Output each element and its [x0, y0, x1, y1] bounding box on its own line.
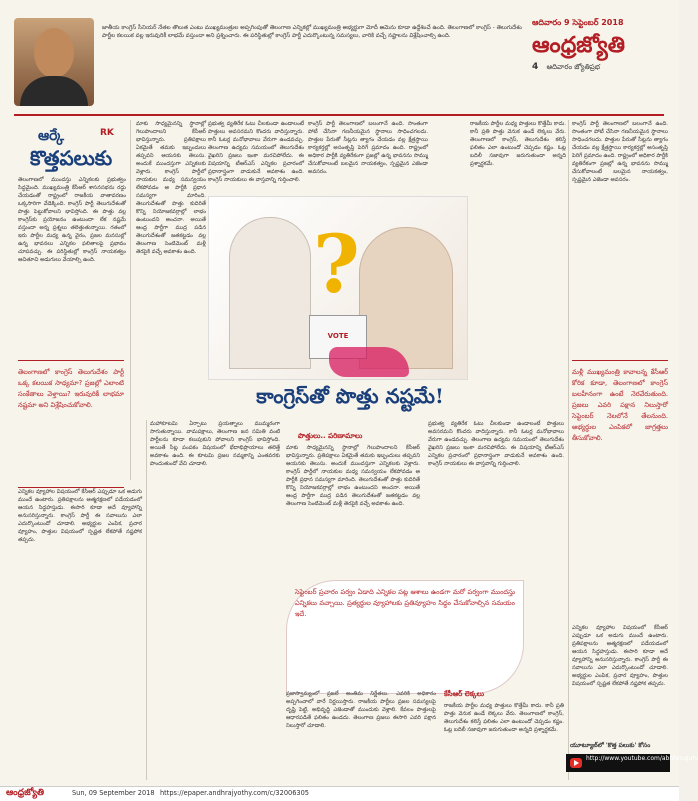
lower-col-4: ప్రభుత్వ వ్యతిరేక ఓటు చీలకుండా ఉండాలంటే పొత్తులు అవసరమని కొందరు వాదిస్తున్నారు. కానీ ఓటర్ల మనోభావాలు వేరుగా ఉండవచ్చు. తెలంగాణ ఉద్యమ సమయంలో తెలుగుదేశం వైఖరిని ప్రజలు ఇంకా మరచిపోలేదు. ఈ విషయాన్ని టీఆర్ఎస్ ఎన్నికల ప్రచారంలో ప్రధానాస్త్రంగా వాడుకునే అవకాశం ఉంది. కాంగ్రెస్ నాయకులు ఈ వాస్తవాన్ని గుర్తించాలి.: [428, 421, 564, 467]
ballot-box-icon: VOTE: [309, 315, 367, 359]
header-rule: [14, 114, 664, 116]
column-byline: RK: [100, 128, 114, 138]
column-kicker: ఆర్కే: [38, 128, 65, 144]
article-col-5: రాజకీయ పార్టీల మధ్య పొత్తులు కొత్తేమీ కాదు. కానీ ప్రతి పొత్తు వెనుక ఉండే లెక్కలు వేరు. తెలంగాణలో కాంగ్రెస్, తెలుగుదేశం కలిస్తే ఫలితం ఎలా ఉంటుందో చెప్పడం కష్టం. ఓట్ల బదిలీ సజావుగా జరుగుతుందా అన్నది ప్రశ్నార్థకమే.: [470, 121, 566, 167]
page-label: ఆదివారం జ్యోతిప్రభ: [546, 63, 601, 71]
question-mark-icon: ?: [313, 217, 360, 311]
inline-subhead: కేసీఆర్ లెక్కలు: [444, 690, 485, 698]
column-title: కొత్తపలుకు: [30, 146, 113, 170]
edition-date: ఆదివారం 9 సెప్టెంబర్ 2018: [532, 18, 624, 27]
section-subhead: పొత్తులు.. పరిణామాలు: [298, 432, 363, 440]
pull-quote-right: మళ్లీ ముఖ్యమంత్రి కావాలన్న కేసీఆర్ కోరిక కూడా, తెలంగాణలో కాంగ్రెస్ బలహీనంగా ఉంటే నెరవేరుతుంది. ప్రజలు ఎవరి పక్షాన నిలుస్తారో సెప్టెంబర్ నెలలోనే తేలనుంది. అభ్యర్థుల ఎంపికలో జాగ్రత్తలు తీసుకోవాలి.: [572, 360, 668, 627]
lower-col-6: రాజకీయ పార్టీల మధ్య పొత్తులు కొత్తేమీ కాదు. కానీ ప్రతి పొత్తు వెనుక ఉండే లెక్కలు వేరు. తెలంగాణలో కాంగ్రెస్, తెలుగుదేశం కలిస్తే ఫలితం ఎలా ఉంటుందో చెప్పడం కష్టం. ఓట్ల బదిలీ సజావుగా జరుగుతుందా అన్నది ప్రశ్నార్థకమే.: [444, 703, 564, 733]
pull-quote-center: సెప్టెంబర్ ప్రచారం పర్వం ఏడాది ఎన్నికల పట్ల ఆశాలు ఉండగా మరో పర్వంగా ముందస్తు ఎన్నికలు వచ్చాయి. ప్రత్యర్థుల వ్యూహాలకు ప్రతివ్యూహం సిద్ధం చేసుకోవాల్సిన సమయం ఇదే.: [286, 580, 524, 694]
author-portrait: [14, 18, 94, 106]
footer-url[interactable]: https://epaper.andhrajyothy.com/c/32006305: [160, 789, 309, 797]
youtube-url[interactable]: http://www.youtube.com/abntelugutv: [586, 755, 698, 762]
page-info: [532, 62, 600, 73]
lower-col-2: మహాకూటమి ఏర్పాటు ప్రయత్నాలు ముమ్మరంగా సాగుతున్నాయి. వామపక్షాలు, తెలంగాణ జన సమితి వంటి పార్టీలను కూడా కలుపుకుని పోవాలని కాంగ్రెస్ భావిస్తోంది. అయితే సీట్ల పంపకం విషయంలో భేదాభిప్రాయాలు తలెత్తే అవకాశం ఉంది. ఈ కూటమి ప్రజల నమ్మకాన్ని ఎంతవరకు పొందుతుందో వేచి చూడాలి.: [150, 421, 280, 467]
page-number: 4: [532, 62, 539, 72]
intro-paragraph: జాతీయ కాంగ్రెస్ సీనియర్ నేతల తొలుత ఎంటు ముఖ్యమంత్రుల అప్పగింపుతో తెలంగాణ ఎన్నికల్లో ముఖ్యమంత్రి అభ్యర్థుగా మోదీ ఆమెను కూడా ఉద్దేశించే ఉంది. తెలంగాణలో కాంగ్రెస్ - తెలుగుదేశం పార్టీల కలయిక వల్ల ఇరువురికీ లాభమే వస్తుందా అని ప్రశ్నించారు. ఈ పరిస్థితుల్లో కాంగ్రెస్ పార్టీ ఎదుర్కొంటున్న సమస్యలు, వారికి వచ్చే నష్టాలను విశ్లేషించాల్సి ఉంది.: [102, 25, 522, 40]
article-col-4: కాంగ్రెస్ పార్టీ తెలంగాణలో బలంగానే ఉంది. సొంతంగా పోటీ చేసినా గణనీయమైన స్థానాలు సాధించగలదు. పొత్తుల పేరుతో సీట్లను త్యాగం చేయడం వల్ల క్షేత్రస్థాయి కార్యకర్తల్లో అసంతృప్తి పెరిగే ప్రమాదం ఉంది. రాష్ట్రంలో అధికార పార్టీకి వ్యతిరేకంగా ప్రజల్లో ఉన్న భావనను సొమ్ము చేసుకోవాలంటే బలమైన నాయకత్వం, స్పష్టమైన ఎజెండా అవసరం.: [308, 121, 428, 175]
main-headline: కాంగ్రెస్‌తో పొత్తు నష్టమే!: [256, 384, 444, 408]
page-footer: [0, 786, 679, 801]
article-col-6: కాంగ్రెస్ పార్టీ తెలంగాణలో బలంగానే ఉంది. సొంతంగా పోటీ చేసినా గణనీయమైన స్థానాలు సాధించగలదు. పొత్తుల పేరుతో సీట్లను త్యాగం చేయడం వల్ల క్షేత్రస్థాయి కార్యకర్తల్లో అసంతృప్తి పెరిగే ప్రమాదం ఉంది. రాష్ట్రంలో అధికార పార్టీకి వ్యతిరేకంగా ప్రజల్లో ఉన్న భావనను సొమ్ము చేసుకోవాలంటే బలమైన నాయకత్వం, స్పష్టమైన ఎజెండా అవసరం.: [572, 121, 668, 183]
state-map-icon: [329, 347, 409, 377]
youtube-link[interactable]: [566, 754, 698, 772]
masthead-logo: ఆంధ్రజ్యోతి: [532, 32, 625, 58]
lower-col-5: ప్రజాస్వామ్యంలో ప్రజలే అంతిమ నిర్ణేతలు. ఎవరికి అధికారం అప్పగించాలో వారే నిర్ణయిస్తారు. రాజకీయ పార్టీలు ప్రజల సమస్యలపై దృష్టి పెట్టి, అభివృద్ధి ఎజెండాతో ముందుకు వెళ్లాలి. కేవలం పొత్తులపై ఆధారపడితే ఫలితం ఉండదు. తెలంగాణ ప్రజలు ఈసారి ఎవరి పక్షాన నిలుస్తారో చూడాలి.: [286, 691, 436, 729]
article-col-2: మాకు సాధ్యమైనన్ని స్థానాల్లో గెలుపొందాలని కేసీఆర్ భావిస్తున్నారు. ప్రతిపక్షాలు ఏకమైతే తమకు ఇబ్బందులు తప్పవని ఆయనకు తెలుసు. అందుకే ముందస్తుగా ఎన్నికలకు వెళ్లారు. కాంగ్రెస్ పార్టీలో నాయకుల మధ్య సమన్వయం లేకపోవడం ఆ పార్టీకి ప్రధాన సమస్యగా మారింది. తెలుగుదేశంతో పొత్తు కుదిరితే కొన్ని నియోజకవర్గాల్లో లాభం ఉంటుందని అంచనా. అయితే ఆంధ్ర పార్టీగా ముద్ర పడిన తెలుగుదేశంతో జతకట్టడం వల్ల తెలంగాణ సెంటిమెంట్ మళ్లీ తెరపైకి వచ్చే అవకాశం ఉంది.: [136, 121, 206, 255]
article-col-3: ప్రభుత్వ వ్యతిరేక ఓటు చీలకుండా ఉండాలంటే పొత్తులు అవసరమని కొందరు వాదిస్తున్నారు. కానీ ఓటర్ల మనోభావాలు వేరుగా ఉండవచ్చు. తెలంగాణ ఉద్యమ సమయంలో తెలుగుదేశం వైఖరిని ప్రజలు ఇంకా మరచిపోలేదు. ఈ విషయాన్ని టీఆర్ఎస్ ఎన్నికల ప్రచారంలో ప్రధానాస్త్రంగా వాడుకునే అవకాశం ఉంది. కాంగ్రెస్ నాయకులు ఈ వాస్తవాన్ని గుర్తించాలి.: [208, 121, 304, 183]
pull-quote-left: తెలంగాణలో కాంగ్రెస్ తెలుగుదేశం పార్టీ ఒక్క కలయిక సాధ్యమా? ప్రజల్లో ఎలాంటి సంకేతాలు వెళ్తాయి? ఇరువురికీ లాభమా నష్టమా అని విశ్లేషించుకోవాలి.: [18, 360, 124, 488]
caricature-left: [229, 217, 311, 369]
article-col-1: తెలంగాణలో ముందస్తు ఎన్నికలకు ప్రభుత్వం సిద్ధమైంది. ముఖ్యమంత్రి కేసీఆర్ శాసనసభను రద్దు చేయడంతో రాష్ట్రంలో రాజకీయ వాతావరణం ఒక్కసారిగా వేడెక్కింది. కాంగ్రెస్ పార్టీ తెలుగుదేశంతో పొత్తు పెట్టుకోవాలని భావిస్తోంది. ఈ పొత్తు వల్ల కాంగ్రెస్‌కు ప్రయోజనం ఉంటుందా లేక నష్టమే వస్తుందా అన్న ప్రశ్నలు తలెత్తుతున్నాయి. గతంలో ఇరు పార్టీల మధ్య ఉన్న వైరం, ప్రజల మనసుల్లో ఉన్న భావనలు ఎన్నికల ఫలితాలపై ప్రభావం చూపవచ్చు. ఈ పరిస్థితుల్లో కాంగ్రెస్ నాయకత్వం ఆచితూచి అడుగులు వేయాల్సి ఉంది.: [18, 177, 126, 263]
youtube-icon: [570, 758, 582, 768]
lower-col-7: ఎన్నికల వ్యూహాల విషయంలో కేసీఆర్ ఎప్పుడూ ఒక అడుగు ముందే ఉంటారు. ప్రతిపక్షాలను ఆత్మరక్షణలో పడేయడంలో ఆయన సిద్ధహస్తుడు. ఈసారి కూడా అదే వ్యూహాన్ని అనుసరిస్తున్నారు. కాంగ్రెస్ పార్టీ ఈ సవాలును ఎలా ఎదుర్కొంటుందో చూడాలి. అభ్యర్థుల ఎంపిక, ప్రచార వ్యూహం, పొత్తుల విషయంలో స్పష్టత లేకపోతే నష్టపోక తప్పదు.: [572, 625, 668, 687]
footer-date: Sun, 09 September 2018: [72, 789, 155, 797]
lower-col-3: మాకు సాధ్యమైనన్ని స్థానాల్లో గెలుపొందాలని కేసీఆర్ భావిస్తున్నారు. ప్రతిపక్షాలు ఏకమైతే తమకు ఇబ్బందులు తప్పవని ఆయనకు తెలుసు. అందుకే ముందస్తుగా ఎన్నికలకు వెళ్లారు. కాంగ్రెస్ పార్టీలో నాయకుల మధ్య సమన్వయం లేకపోవడం ఆ పార్టీకి ప్రధాన సమస్యగా మారింది. తెలుగుదేశంతో పొత్తు కుదిరితే కొన్ని నియోజకవర్గాల్లో లాభం ఉంటుందని అంచనా. అయితే ఆంధ్ర పార్టీగా ముద్ర పడిన తెలుగుదేశంతో జతకట్టడం వల్ల తెలంగాణ సెంటిమెంట్ మళ్లీ తెరపైకి వచ్చే అవకాశం ఉంది.: [286, 445, 420, 507]
footer-logo: ఆంధ్రజ్యోతి: [6, 788, 45, 798]
lower-col-1: ఎన్నికల వ్యూహాల విషయంలో కేసీఆర్ ఎప్పుడూ ఒక అడుగు ముందే ఉంటారు. ప్రతిపక్షాలను ఆత్మరక్షణలో పడేయడంలో ఆయన సిద్ధహస్తుడు. ఈసారి కూడా అదే వ్యూహాన్ని అనుసరిస్తున్నారు. కాంగ్రెస్ పార్టీ ఈ సవాలును ఎలా ఎదుర్కొంటుందో చూడాలి. అభ్యర్థుల ఎంపిక, ప్రచార వ్యూహం, పొత్తుల విషయంలో స్పష్టత లేకపోతే నష్టపోక తప్పదు.: [18, 489, 142, 543]
article-illustration: [208, 196, 468, 380]
youtube-label: యూట్యూబ్‌లో 'కొత్త పలుకు' కోసం: [570, 742, 651, 749]
